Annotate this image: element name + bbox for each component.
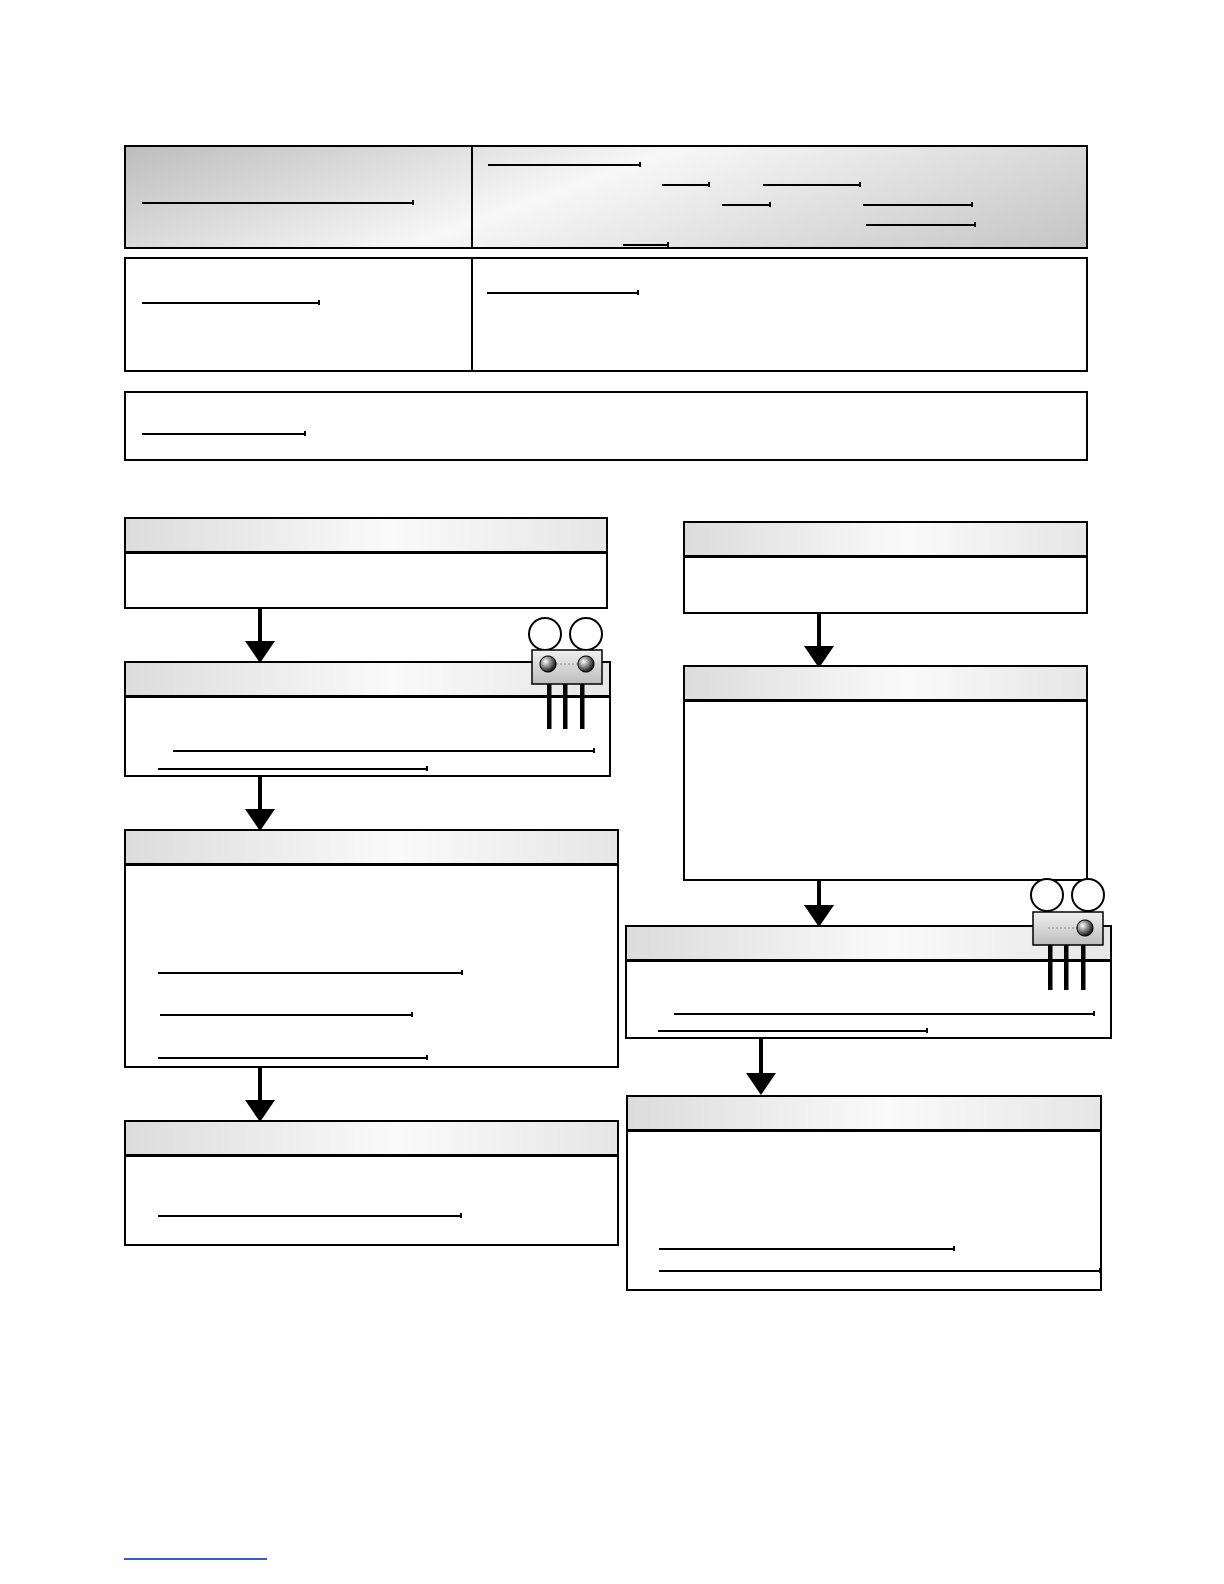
flow-right-step-1 [683,521,1088,614]
flow-right-step-4-field-1[interactable] [659,1248,953,1250]
flow-left-step-2-field-2[interactable] [158,768,426,770]
detail-right-field[interactable] [487,292,637,294]
detail-block [124,257,1088,372]
gauge-manifold-icon [525,617,605,729]
header-block [124,145,1088,249]
flow-left-step-3-field-1[interactable] [158,972,461,974]
flow-left-step-4-field-1[interactable] [158,1215,460,1217]
flow-left-step-3-title [126,831,617,866]
arrow-down-icon [245,607,275,663]
flow-left-step-1-title [126,519,606,554]
header-info-field-2[interactable] [662,184,708,186]
header-info-field-1[interactable] [488,164,639,166]
gauge-manifold-icon [1028,878,1108,990]
summary-block [124,391,1088,461]
header-title-field[interactable] [142,202,412,204]
header-info-field-4[interactable] [722,204,769,206]
footer-link[interactable] [124,1558,267,1560]
flow-right-step-2-title [685,667,1086,702]
arrow-down-icon [804,612,834,668]
flow-left-step-1 [124,517,608,609]
flow-left-step-4-title [126,1122,617,1157]
flow-left-step-4 [124,1120,619,1246]
header-info-field-5[interactable] [863,204,971,206]
detail-divider [471,259,473,370]
arrow-down-icon [245,775,275,831]
flow-left-step-3 [124,829,619,1068]
summary-field[interactable] [142,433,304,435]
flow-right-step-4 [626,1095,1102,1291]
header-info-field-6[interactable] [866,224,974,226]
flow-right-step-4-field-2[interactable] [659,1270,1099,1272]
flow-left-step-2-field-1[interactable] [173,750,593,752]
header-info-field-3[interactable] [763,184,859,186]
arrow-down-icon [804,879,834,927]
flow-right-step-3-field-1[interactable] [674,1013,1093,1015]
flow-right-step-3-field-2[interactable] [658,1030,926,1032]
detail-left-field[interactable] [142,302,318,304]
flow-right-step-2 [683,665,1088,881]
flow-right-step-4-title [628,1097,1100,1132]
flow-left-step-3-field-2[interactable] [160,1014,411,1016]
header-divider [471,147,473,247]
header-info-field-7[interactable] [623,244,667,246]
flow-left-step-3-field-3[interactable] [158,1057,426,1059]
arrow-down-icon [746,1037,776,1097]
arrow-down-icon [245,1066,275,1122]
flow-right-step-1-title [685,523,1086,558]
